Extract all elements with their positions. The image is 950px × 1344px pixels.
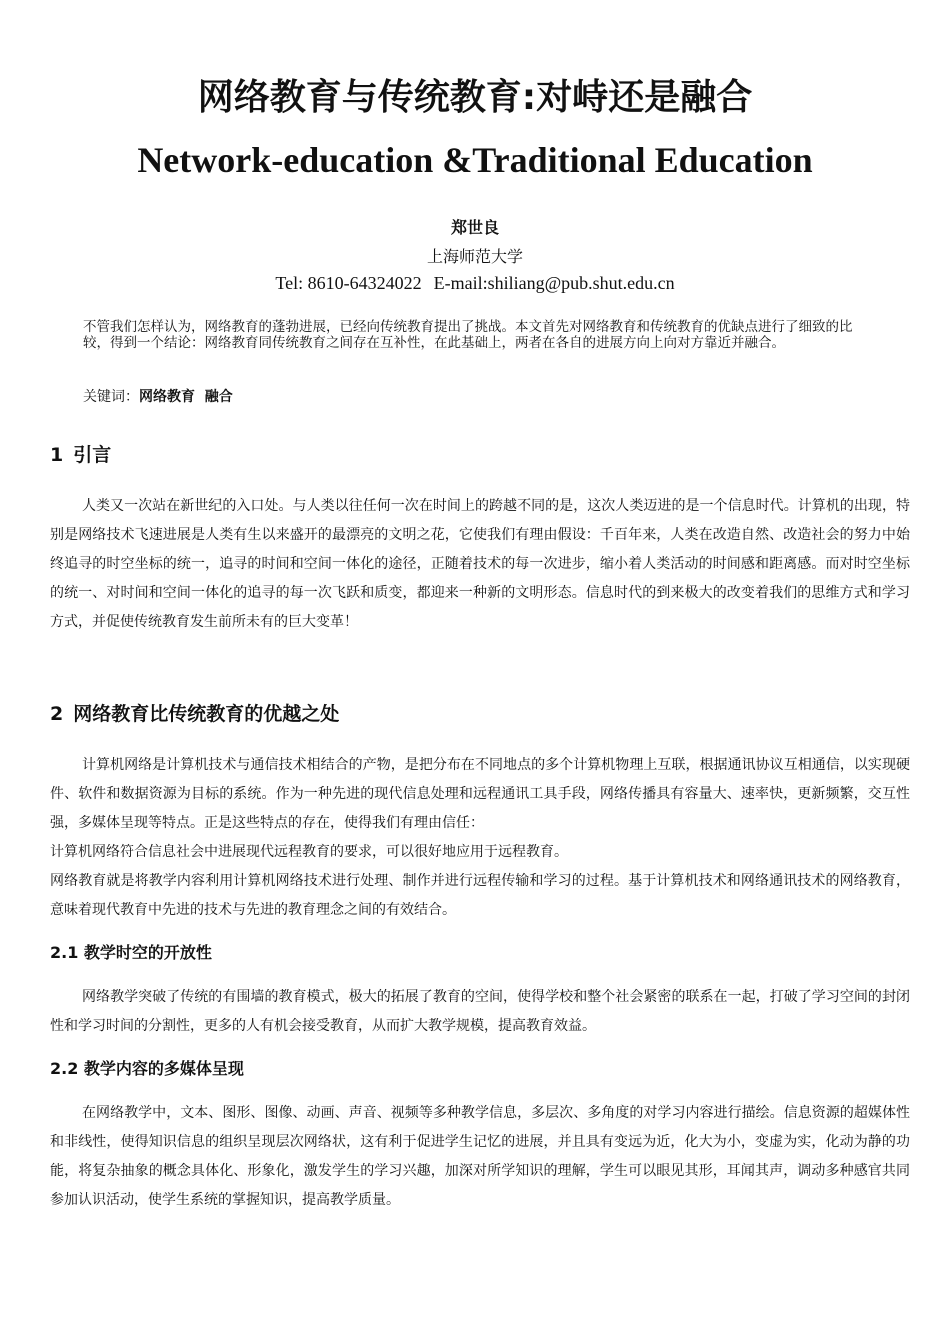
subsection-heading-2-2	[50, 1058, 244, 1080]
author-affiliation: 上海师范大学	[426, 247, 523, 266]
section-number: 1	[50, 444, 64, 466]
section-title: 网络教育比传统教育的优越之处	[73, 703, 340, 725]
paragraph: 人类又一次站在新世纪的入口处。与人类以往任何一次在时间上的跨越不同的是，这次人类迈进的是一个信息时代。计算机的出现，特别是网络技术飞速进展是人类有生以来盛开的最漂亮的文明之花，它使我们有理由假设：千百年来，人类在改造自然、改造社会的努力中始终追寻的时空坐标的统一，追寻的时间和空间一体化的途径，正随着技术的每一次进步，缩小着人类活动的时间感和距离感。而对时空坐标的统一、对时间和空间一体化的追寻的每一次飞跃和质变，都迎来一种新的文明形态。信息时代的到来极大的改变着我们的思维方式和学习方式，并促使传统教育发生前所未有的巨大变革！	[50, 498, 910, 630]
title-chinese: 网络教育与传统教育:对峙还是融合	[197, 77, 753, 118]
subsection-title: 教学内容的多媒体呈现	[83, 1059, 244, 1078]
abstract: 不管我们怎样认为，网络教育的蓬勃进展，已经向传统教育提出了挑战。本文首先对网络教育和传统教育的优缺点进行了细致的比较，得到一个结论：网络教育同传统教育之间存在互补性，在此基础上，两者在各自的进展方向上向对方靠近并融合。	[83, 319, 853, 351]
subsection-number: 2.2	[50, 1059, 79, 1078]
author-contact	[0, 273, 950, 294]
keywords-value: 网络教育 融合	[139, 389, 233, 405]
title-english: Network-education &Traditional Education	[137, 140, 813, 180]
section-number: 2	[50, 703, 64, 725]
keywords	[83, 388, 233, 406]
keywords-label: 关键词：	[83, 389, 139, 405]
section-title: 引言	[73, 444, 112, 466]
paragraph: 网络教学突破了传统的有围墙的教育模式，极大的拓展了教育的空间，使得学校和整个社会紧密的联系在一起，打破了学习空间的封闭性和学习时间的分割性，更多的人有机会接受教育，从而扩大教学规模，提高教育效益。	[50, 989, 910, 1034]
subsection-title: 教学时空的开放性	[83, 943, 212, 962]
paragraph: 计算机网络符合信息社会中进展现代远程教育的要求，可以很好地应用于远程教育。	[50, 844, 568, 860]
subsection-heading-2-1	[50, 942, 212, 964]
paragraph: 计算机网络是计算机技术与通信技术相结合的产物，是把分布在不同地点的多个计算机物理上互联，根据通讯协议互相通信，以实现硬件、软件和数据资源为目标的系统。作为一种先进的现代信息处理和远程通讯工具手段，网络传播具有容量大、速率快，更新频繁，交互性强，多媒体呈现等特点。正是这些特点的存在，使得我们有理由信任：	[50, 757, 910, 831]
contact-email: E-mail:shiliang@pub.shut.edu.cn	[433, 273, 675, 293]
contact-tel: Tel: 8610-64324022	[275, 273, 422, 293]
author-name: 郑世良	[450, 218, 499, 237]
section-heading-1	[50, 442, 111, 468]
paragraph: 在网络教学中，文本、图形、图像、动画、声音、视频等多种教学信息，多层次、多角度的对学习内容进行描绘。信息资源的超媒体性和非线性，使得知识信息的组织呈现层次网络状，这有利于促进学生记忆的进展，并且具有变远为近，化大为小，变虚为实，化动为静的功能，将复杂抽象的概念具体化、形象化，激发学生的学习兴趣，加深对所学知识的理解，学生可以眼见其形，耳闻其声，调动多种感官共同参加认识活动，使学生系统的掌握知识，提高教学质量。	[50, 1105, 910, 1208]
subsection-number: 2.1	[50, 943, 79, 962]
paragraph: 网络教育就是将教学内容利用计算机网络技术进行处理、制作并进行远程传输和学习的过程。基于计算机技术和网络通讯技术的网络教育，意味着现代教育中先进的技术与先进的教育理念之间的有效结合。	[50, 873, 910, 918]
section-heading-2	[50, 701, 339, 727]
